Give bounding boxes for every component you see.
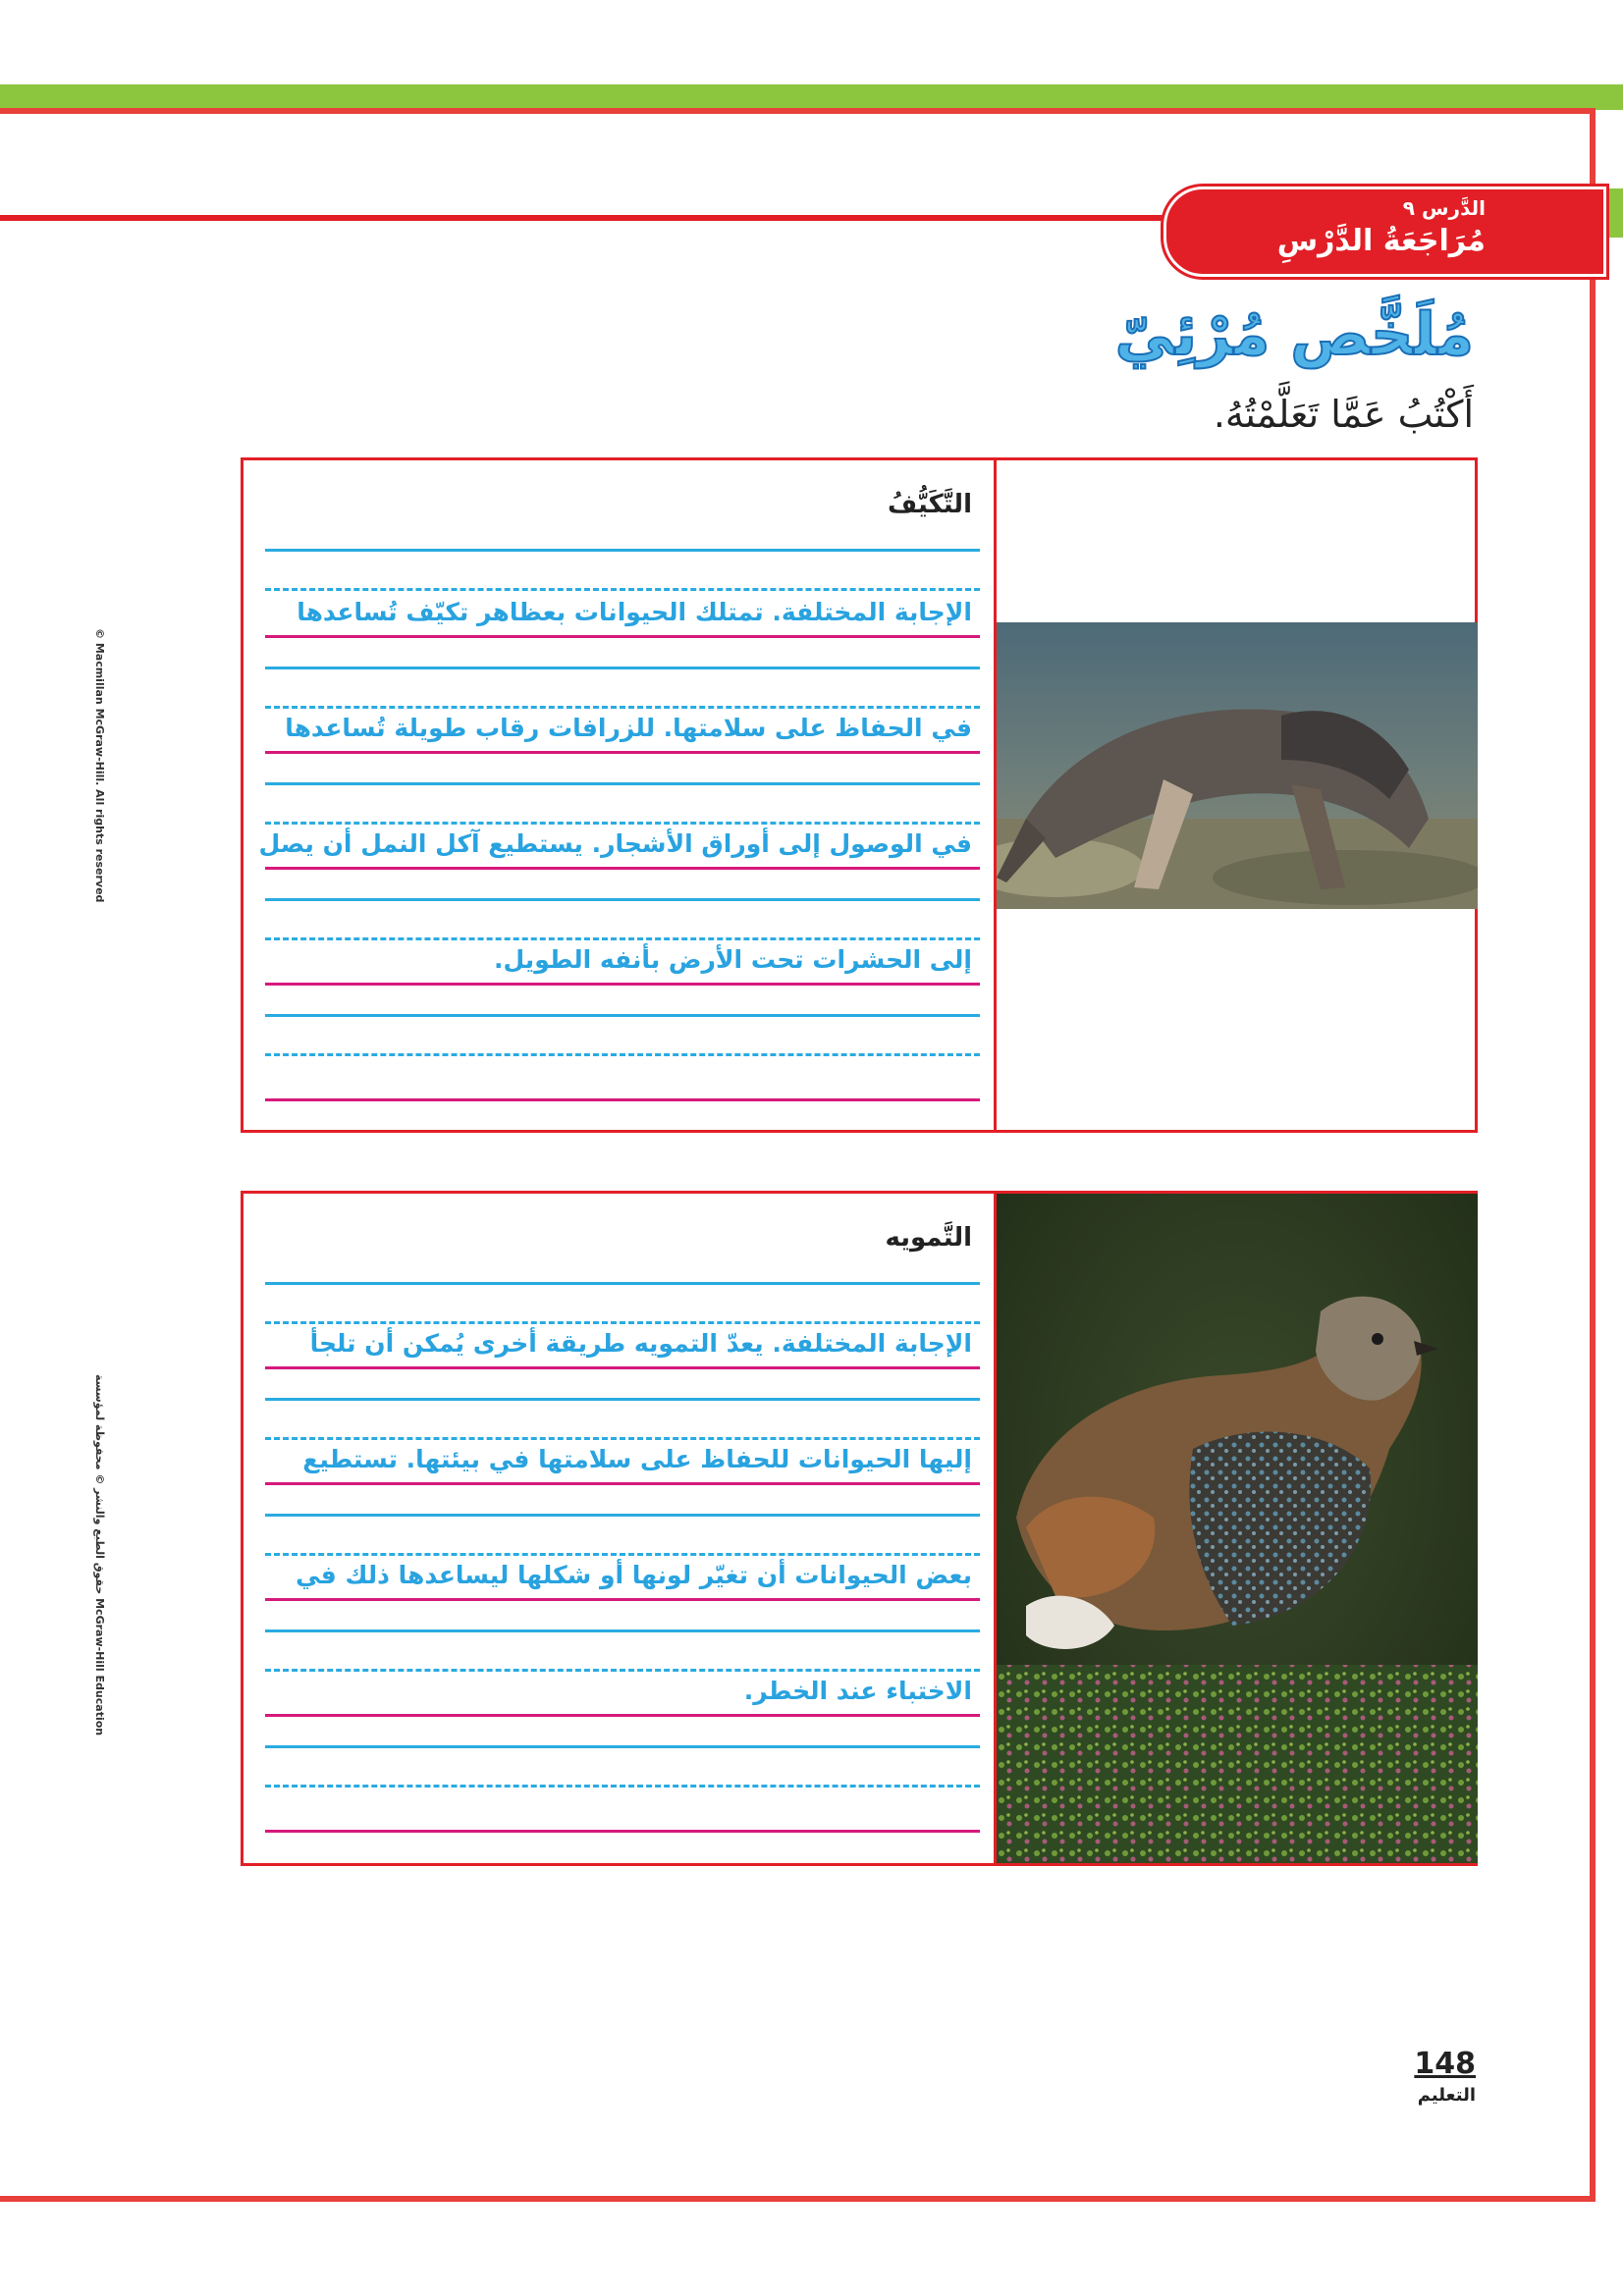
guide-line [265,1785,980,1788]
guide-line [265,1745,980,1748]
writing-area [259,1194,986,1863]
answer-line: إليها الحيوانات للحفاظ على سلامتها في بيئتها. تستطيع [302,1445,972,1473]
guide-line [265,588,980,591]
answer-line: بعض الحيوانات أن تغيّر لونها أو شكلها ليساعدها ذلك في [296,1561,972,1589]
answer-line: في الحفاظ على سلامتها. للزرافات رقاب طويلة تُساعدها [285,714,972,742]
guide-line [265,549,980,552]
page-label: التعليم [1417,2085,1476,2106]
base-line [265,867,980,870]
answer-line: الإجابة المختلفة. يعدّ التمويه طريقة أخرى يُمكن أن تلجأ [309,1329,972,1358]
guide-line [265,1398,980,1401]
instruction-text: أَكْتُبُ عَمَّا تَعَلَّمْتُهُ. [1213,393,1474,436]
answer-line: الاختباء عند الخطر. [743,1677,972,1705]
guide-line [265,782,980,785]
writing-area [259,460,986,1130]
guide-line [265,667,980,669]
lesson-number: الدَّرس ٩ [1402,196,1486,220]
base-line [265,751,980,754]
base-line [265,635,980,638]
ptarmigan-photo [997,1194,1478,1863]
guide-line [265,898,980,901]
guide-line [265,1321,980,1324]
answer-line: في الوصول إلى أوراق الأشجار. يستطيع آكل النمل أن يصل [258,829,972,858]
card-heading: التَّكَيُّفُ [888,490,972,519]
guide-line [265,1053,980,1056]
copyright-note-arabic: حقوق الطبع والنشر © محفوظة لمؤسسة McGraw-Hill Education [93,1374,106,1736]
top-green-band [0,84,1623,110]
visual-summary-title: مُلَخَّص مُرْئِيّ [1114,300,1474,369]
base-line [265,1714,980,1717]
card-heading: التَّمويه [885,1223,972,1253]
guide-line [265,1014,980,1017]
base-line [265,1598,980,1601]
base-line [265,983,980,986]
base-line [265,1098,980,1101]
guide-line [265,706,980,709]
guide-line [265,1514,980,1517]
anteater-photo [997,622,1478,909]
guide-line [265,1553,980,1556]
camouflage-card [241,1191,1478,1866]
guide-line [265,937,980,940]
guide-line [265,1437,980,1440]
answer-line: الإجابة المختلفة. تمتلك الحيوانات بعظاهر تكيّف تُساعدها [297,598,972,626]
adaptation-card [241,457,1478,1133]
answer-line: إلى الحشرات تحت الأرض بأنفه الطويل. [494,945,972,974]
page-number: 148 [1414,2047,1476,2081]
base-line [265,1830,980,1833]
guide-line [265,1629,980,1632]
copyright-note: © Macmillan McGraw-Hill. All rights reserved [93,628,106,903]
guide-line [265,822,980,825]
base-line [265,1482,980,1485]
lesson-title: مُرَاجَعَةُ الدَّرْسِ [1276,224,1486,258]
guide-line [265,1669,980,1672]
base-line [265,1366,980,1369]
guide-line [265,1282,980,1285]
header-rule [0,215,1178,221]
